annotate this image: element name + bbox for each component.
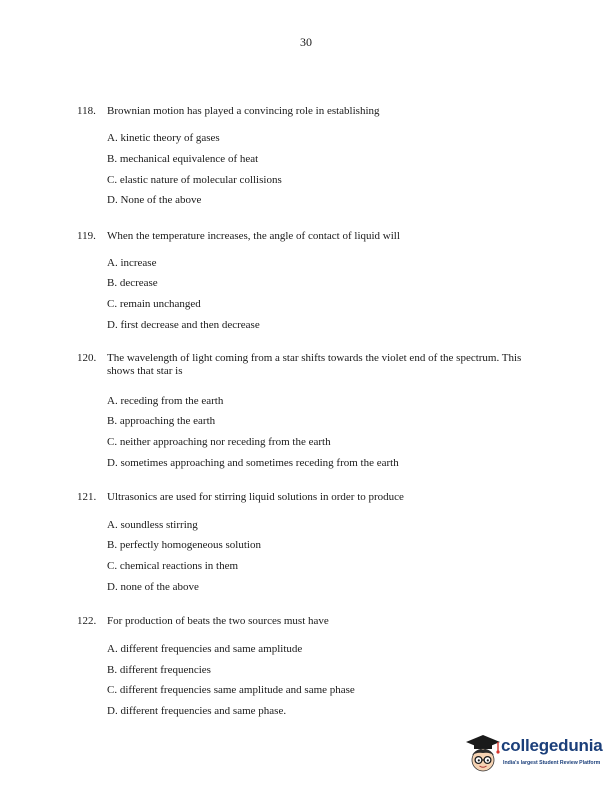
option-a: A. soundless stirring [107,519,198,531]
question-text: Ultrasonics are used for stirring liquid solutions in order to produce [107,491,404,503]
option-b: B. different frequencies [107,664,211,676]
option-a: A. increase [107,257,157,269]
option-a: A. different frequencies and same amplitude [107,643,303,655]
option-a: A. kinetic theory of gases [107,132,220,144]
logo-tagline: India's largest Student Review Platform [503,760,601,766]
option-c: C. neither approaching nor receding from the earth [107,436,331,448]
option-c: C. different frequencies same amplitude and same phase [107,684,355,696]
option-b: B. perfectly homogeneous solution [107,539,261,551]
question-number: 120. [77,352,97,364]
option-d: D. first decrease and then decrease [107,319,260,331]
option-d: D. sometimes approaching and sometimes receding from the earth [107,457,399,469]
question-number: 119. [77,230,96,242]
option-b: B. mechanical equivalence of heat [107,153,259,165]
question-text: For production of beats the two sources must have [107,615,329,627]
option-b: B. decrease [107,277,158,289]
option-b: B. approaching the earth [107,415,216,427]
option-d: D. None of the above [107,194,202,206]
option-c: C. chemical reactions in them [107,560,239,572]
question-text: When the temperature increases, the angle of contact of liquid will [107,230,400,242]
option-c: C. remain unchanged [107,298,201,310]
graduate-mascot-icon [463,733,503,777]
question-number: 118. [77,105,96,117]
question-text: The wavelength of light coming from a star shifts towards the violet end of the spectrum. This shows that star is [107,352,522,377]
option-c: C. elastic nature of molecular collisions [107,174,282,186]
question-text: Brownian motion has played a convincing role in establishing [107,105,380,117]
page-number: 30 [300,35,312,49]
option-d: D. different frequencies and same phase. [107,705,287,717]
option-d: D. none of the above [107,581,199,593]
question-number: 121. [77,491,97,503]
collegedunia-logo [463,733,603,777]
question-number: 122. [77,615,97,627]
logo-wordmark: collegedunia [501,736,603,755]
option-a: A. receding from the earth [107,395,224,407]
